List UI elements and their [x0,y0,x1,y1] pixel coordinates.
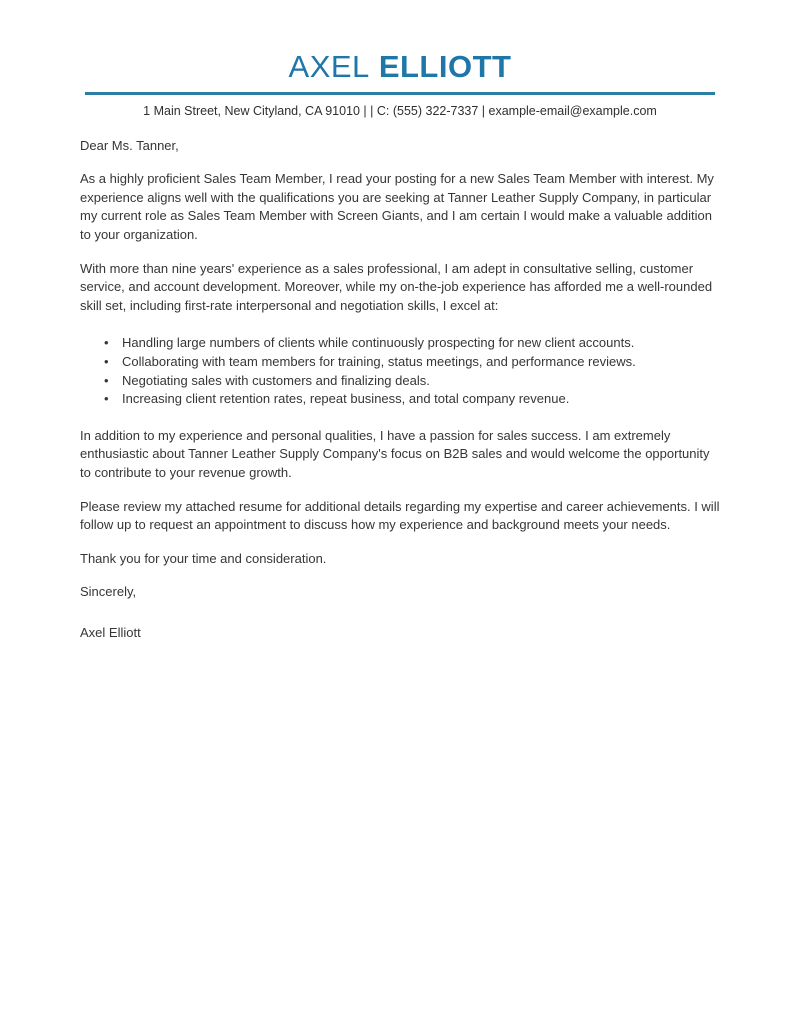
paragraph-experience: With more than nine years' experience as a sales professional, I am adept in consultative selling, customer service, and account development. Moreover, while my on-the-job experience has afforded me a well-rounded skill set, including first-rate interpersonal and negotiation skills, I excel at: [80,260,713,313]
signature-name: Axel Elliott [80,624,141,640]
skills-list-item: • Collaborating with team members for training, status meetings, and performance reviews. [80,353,720,372]
letter-content [80,50,720,642]
contact-line: 1 Main Street, New Cityland, CA 91010 | | C: (555) 322-7337 | example-email@example.com [143,103,657,118]
paragraph-resume-followup: Please review my attached resume for additional details regarding my expertise and career achievements. I will follow up to request an appointment to discuss how my experience and background meets your needs. [80,498,720,533]
candidate-last-name: ELLIOTT [378,49,512,84]
letter-body [80,137,720,643]
paragraph-passion: In addition to my experience and personal qualities, I have a passion for sales success. I am extremely enthusiastic about Tanner Leather Supply Company's focus on B2B sales and would welcome the opportunity to contribute to your revenue growth. [80,427,710,480]
skills-list-item: • Handling large numbers of clients while continuously prospecting for new client accounts. [80,334,720,353]
salutation: Dear Ms. Tanner, [80,137,179,153]
candidate-name [80,50,720,84]
candidate-first-name: AXEL [288,49,370,84]
header-divider [85,92,715,95]
skills-list-item: • Negotiating sales with customers and finalizing deals. [80,372,720,391]
skills-list [80,334,720,408]
paragraph-thanks: Thank you for your time and consideration. [80,550,327,566]
skills-list-item: • Increasing client retention rates, repeat business, and total company revenue. [80,390,720,409]
paragraph-introduction: As a highly proficient Sales Team Member, I read your posting for a new Sales Team Member with interest. My experience aligns well with the qualifications you are seeking at Tanner Leather Supply Company, in particular my current role as Sales Team Member with Screen Giants, and I am certain I would make a valuable addition to your organization. [80,171,714,242]
letter-header [80,50,720,120]
valediction: Sincerely, [80,584,137,600]
